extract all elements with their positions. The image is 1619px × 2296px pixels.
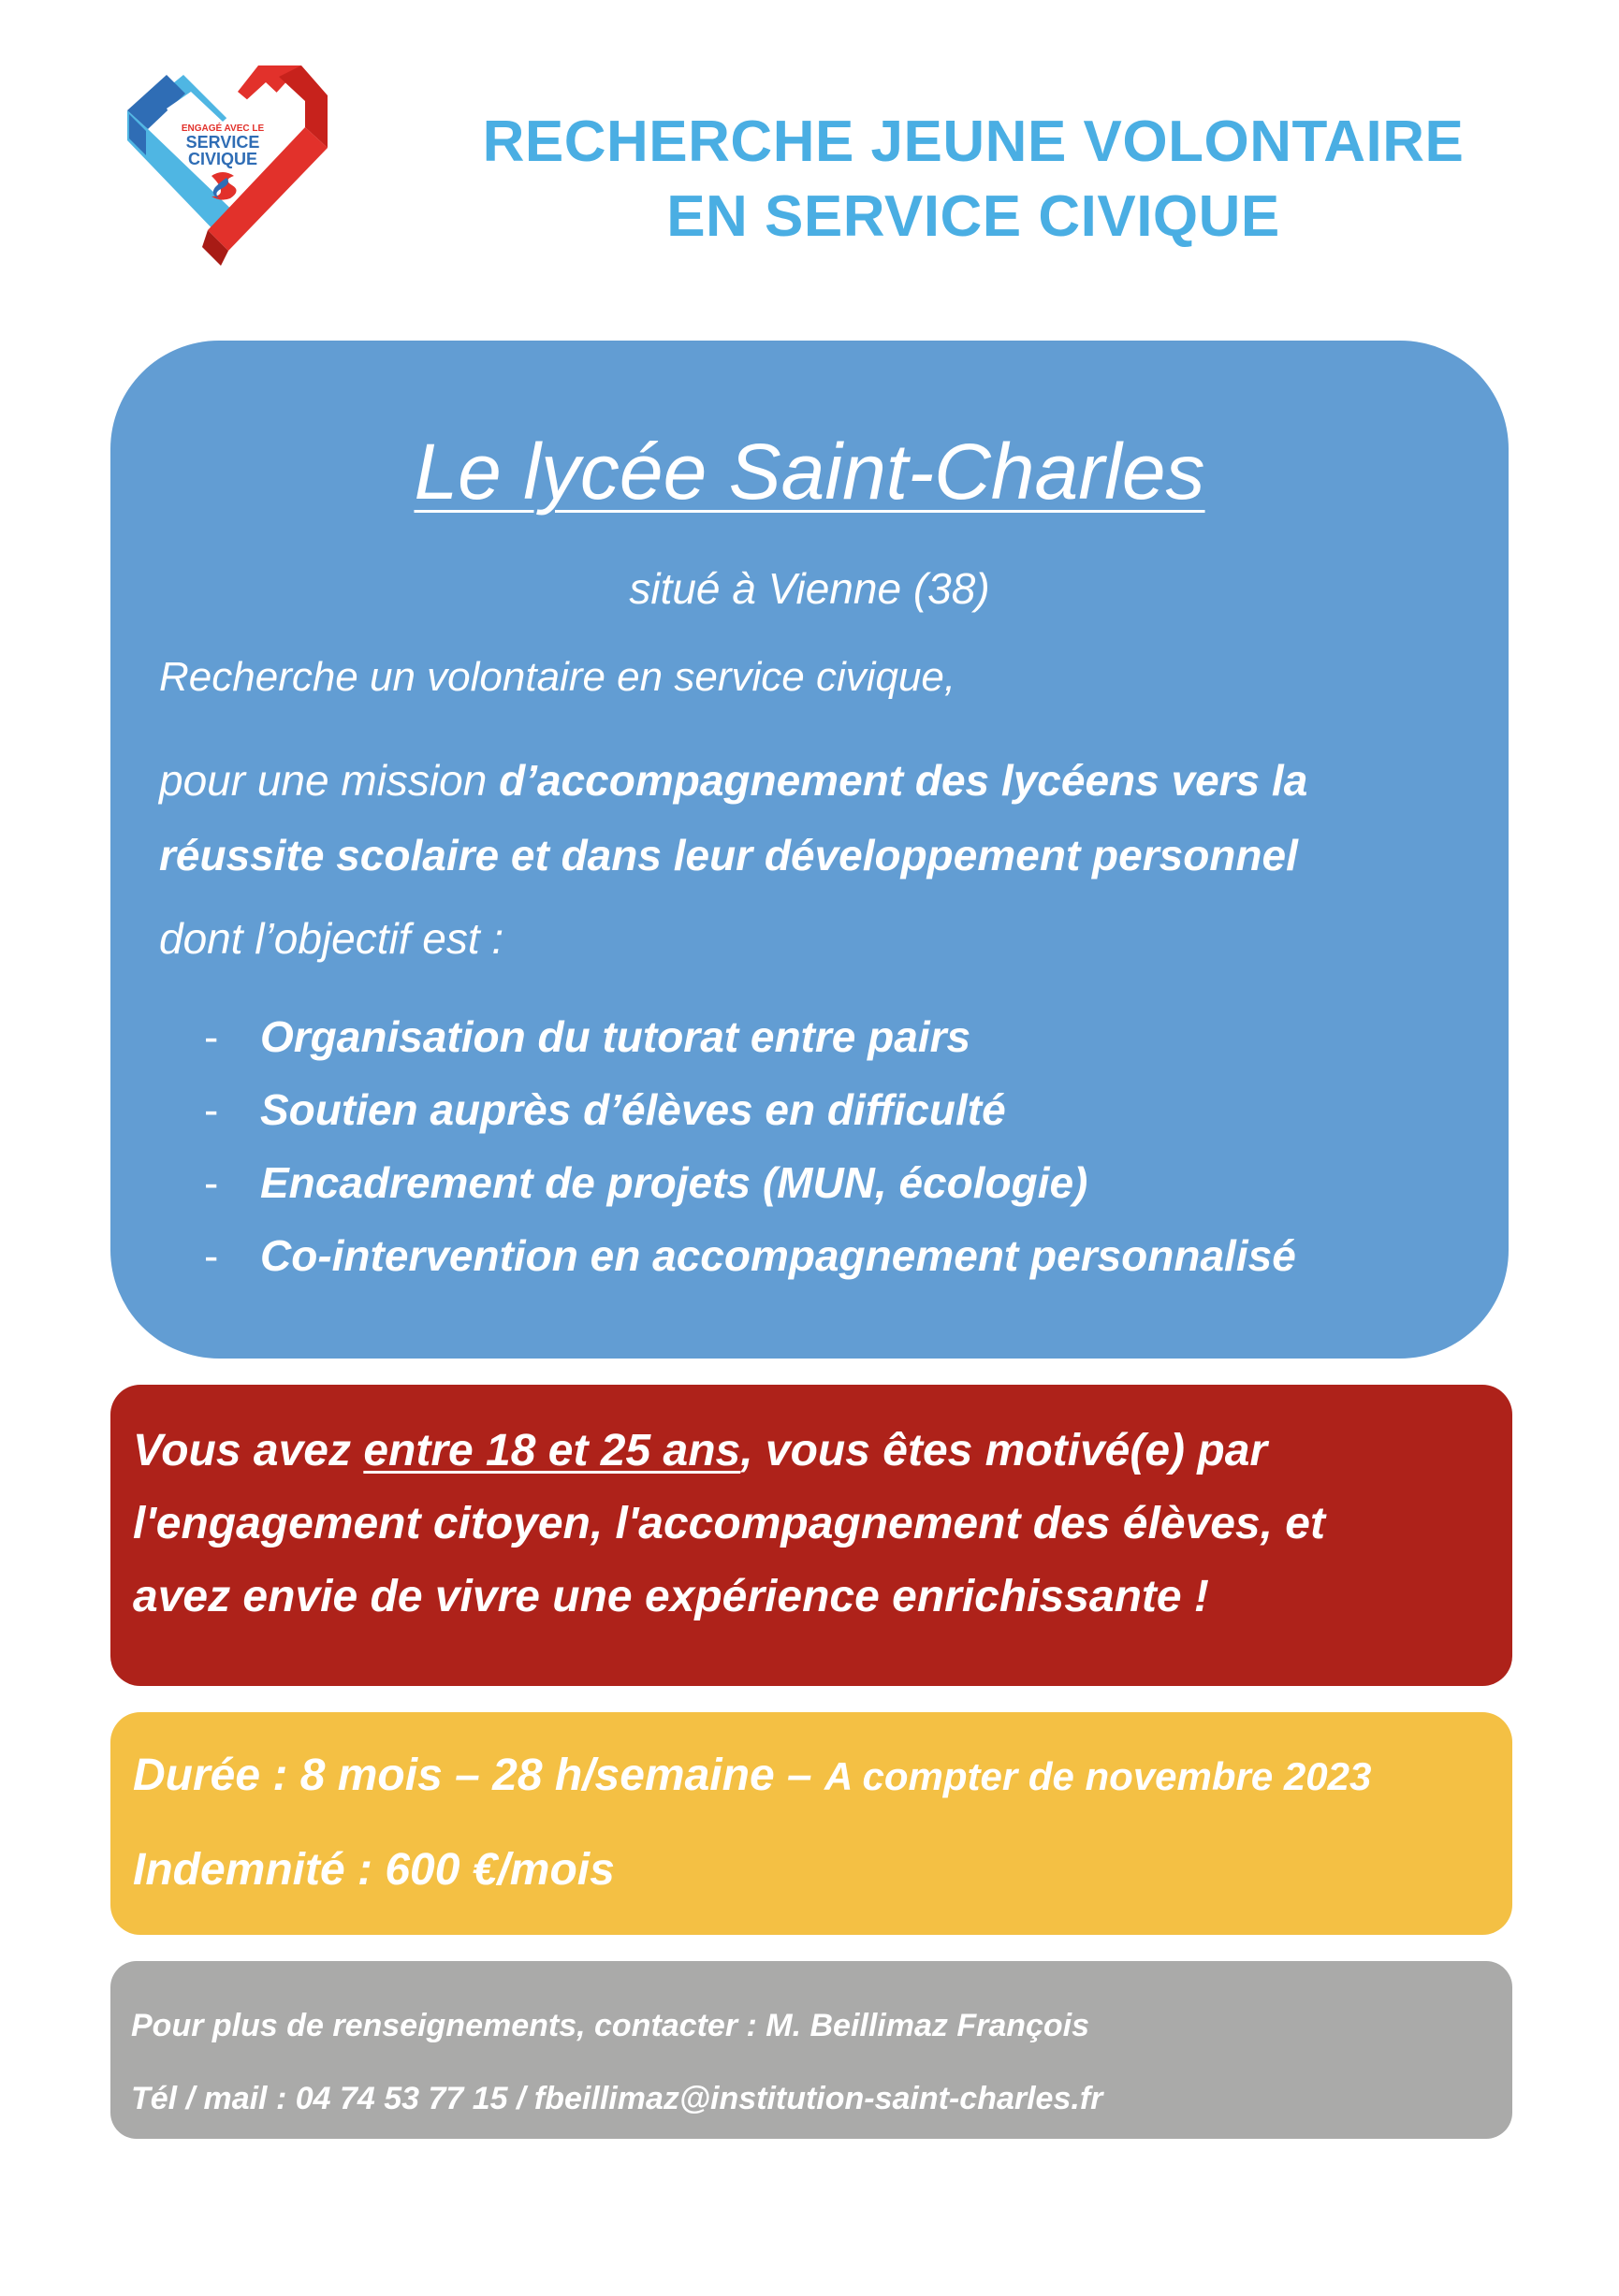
- objective-text: Organisation du tutorat entre pairs: [260, 1012, 971, 1061]
- page-title-line1: RECHERCHE JEUNE VOLONTAIRE: [482, 109, 1465, 174]
- page-title: [374, 105, 1572, 254]
- intro-line: Recherche un volontaire en service civique,: [159, 654, 956, 700]
- list-item: [204, 1146, 1296, 1219]
- duration-text: Durée : 8 mois – 28 h/semaine –: [133, 1751, 825, 1800]
- contact-panel: [110, 1961, 1512, 2139]
- service-civique-logo: [118, 54, 333, 271]
- list-item: [204, 1000, 1296, 1073]
- school-name: Le lycée Saint-Charles: [414, 428, 1205, 516]
- mission-panel: [110, 341, 1509, 1359]
- objective-text: Co-intervention en accompagnement personnalisé: [260, 1231, 1296, 1280]
- conditions-panel: [110, 1712, 1512, 1935]
- profile-line-2: l'engagement citoyen, l'accompagnement des élèves, et: [133, 1499, 1325, 1548]
- profile-line-3: avez envie de vivre une expérience enrichissante !: [133, 1572, 1209, 1621]
- mission-prefix: pour une mission: [159, 756, 500, 805]
- allowance-line: Indemnité : 600 €/mois: [133, 1845, 615, 1895]
- bullet-dash: -: [204, 1158, 219, 1207]
- logo-engage-text: ENGAGÉ AVEC LE: [181, 124, 265, 134]
- page-title-line2: EN SERVICE CIVIQUE: [666, 184, 1280, 249]
- bullet-dash: -: [204, 1012, 219, 1061]
- objective-text: Soutien auprès d’élèves en difficulté: [260, 1085, 1006, 1134]
- bullet-dash: -: [204, 1231, 219, 1280]
- mission-highlight-2: réussite scolaire et dans leur développement personnel: [159, 831, 1298, 879]
- objective-text: Encadrement de projets (MUN, écologie): [260, 1158, 1088, 1207]
- list-item: [204, 1219, 1296, 1292]
- contact-details: Tél / mail : 04 74 53 77 15 / fbeillimaz@institution-saint-charles.fr: [131, 2081, 1103, 2116]
- duration-line: [133, 1738, 1512, 1814]
- school-location: situé à Vienne (38): [629, 564, 990, 613]
- contact-line: Pour plus de renseignements, contacter : M. Beillimaz François: [131, 2008, 1090, 2043]
- objectives-list: [204, 1000, 1296, 1292]
- profile-panel: [110, 1385, 1512, 1686]
- profile-text: , vous êtes motivé(e) par: [740, 1426, 1268, 1475]
- mission-description: [159, 743, 1307, 893]
- objective-intro: dont l’objectif est :: [159, 914, 504, 963]
- mission-highlight-1: d’accompagnement des lycéens vers la: [499, 756, 1308, 805]
- bullet-dash: -: [204, 1085, 219, 1134]
- logo-service-text: SERVICE: [185, 133, 260, 152]
- logo-civique-text: CIVIQUE: [187, 150, 258, 168]
- start-date-text: A compter de novembre 2023: [824, 1754, 1372, 1798]
- list-item: [204, 1073, 1296, 1146]
- age-range: entre 18 et 25 ans: [363, 1426, 741, 1475]
- profile-line-1: [133, 1415, 1512, 1488]
- profile-text: Vous avez: [133, 1426, 364, 1475]
